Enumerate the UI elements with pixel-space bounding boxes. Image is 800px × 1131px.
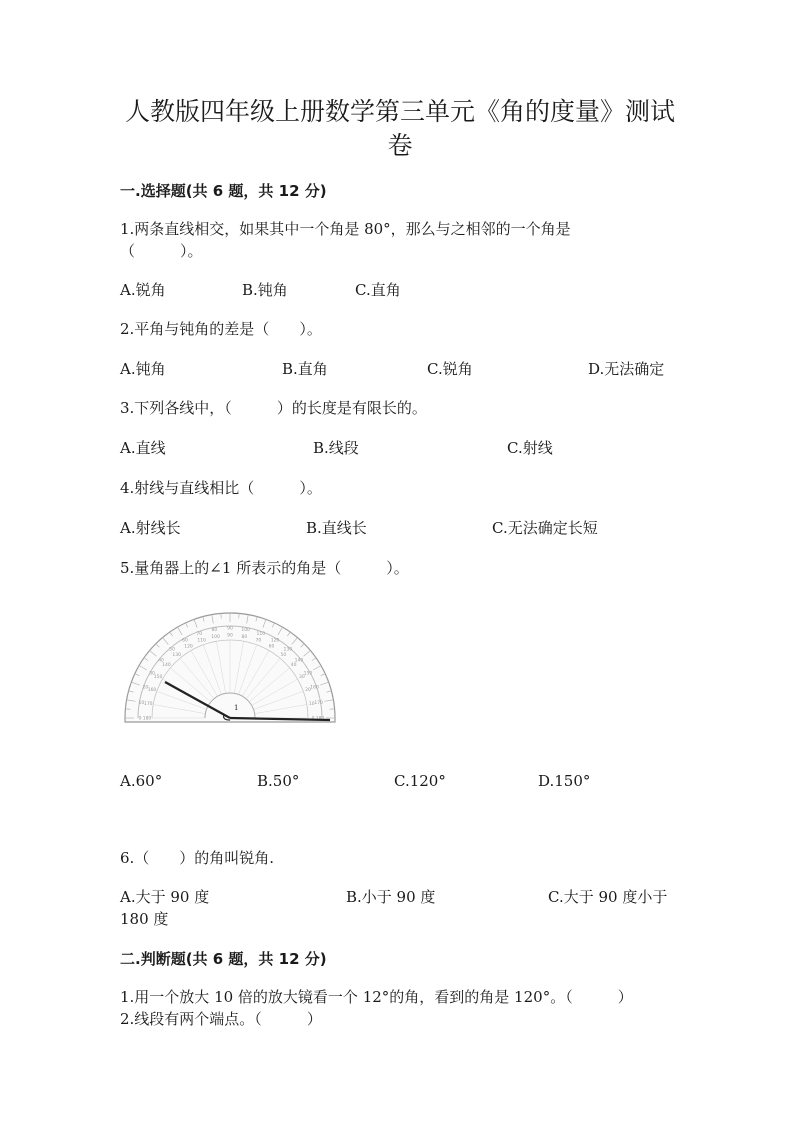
judge-question-2: 2.线段有两个端点。（ ） xyxy=(120,1010,322,1028)
protractor-inner-number: 30 xyxy=(299,675,305,680)
q6-option-c: C.大于 90 度小于 xyxy=(548,888,668,906)
protractor-inner-number: 180 xyxy=(142,716,152,722)
protractor-outer-number: 30 xyxy=(149,671,155,677)
q6-option-b: B.小于 90 度 xyxy=(346,888,436,906)
protractor-outer-number: 150 xyxy=(303,671,313,677)
question-1 xyxy=(120,218,690,262)
protractor-outer-number: 100 xyxy=(241,627,250,633)
q3-option-a: A.直线 xyxy=(120,439,166,457)
q2-option-a: A.钝角 xyxy=(120,360,166,378)
protractor-outer-number: 70 xyxy=(196,631,203,637)
q4-option-c: C.无法确定长短 xyxy=(492,519,598,537)
protractor-outer-number: 160 xyxy=(310,685,319,691)
question-4: 4.射线与直线相比（ ）。 xyxy=(120,479,322,497)
protractor-outer-number: 0 xyxy=(138,716,142,722)
protractor-inner-number: 170 xyxy=(143,702,153,708)
page-title xyxy=(100,95,700,163)
q2-option-d: D.无法确定 xyxy=(588,360,665,378)
q4-option-b: B.直线长 xyxy=(306,519,367,537)
protractor-outer-number: 80 xyxy=(211,627,218,633)
protractor-inner-number: 40 xyxy=(290,663,297,669)
q3-option-b: B.线段 xyxy=(313,439,359,457)
protractor-outer-number: 170 xyxy=(314,700,323,706)
q6-option-a: A.大于 90 度 xyxy=(120,888,210,906)
protractor-outer-number: 130 xyxy=(283,647,293,653)
protractor-inner-number: 160 xyxy=(147,688,157,694)
q5-option-a: A.60° xyxy=(120,772,163,790)
protractor-inner-number: 10 xyxy=(308,702,315,708)
q2-option-c: C.锐角 xyxy=(427,360,473,378)
q5-option-d: D.150° xyxy=(538,772,591,790)
section-heading-choice: 一.选择题(共 6 题，共 12 分) xyxy=(120,182,327,200)
protractor-inner-number: 130 xyxy=(172,652,181,658)
title-line-1: 人教版四年级上册数学第三单元《角的度量》测试 xyxy=(124,97,675,126)
question-2: 2.平角与钝角的差是（ ）。 xyxy=(120,320,322,338)
question-6: 6.（ ）的角叫锐角. xyxy=(120,849,275,867)
judge-question-1: 1.用一个放大 10 倍的放大镜看一个 12°的角，看到的角是 120°。（ ） xyxy=(120,988,633,1006)
protractor-inner-number: 90 xyxy=(227,633,233,639)
title-line-2: 卷 xyxy=(387,131,413,160)
q6-option-c-continued: 180 度 xyxy=(120,910,169,928)
protractor-inner-number: 20 xyxy=(305,688,311,694)
protractor-outer-number: 120 xyxy=(270,638,280,644)
question-3: 3.下列各线中，（ ）的长度是有限长的。 xyxy=(120,399,427,417)
q1-option-c: C.直角 xyxy=(355,281,401,299)
question-5: 5.量角器上的∠1 所表示的角是（ ）。 xyxy=(120,559,409,577)
q2-option-b: B.直角 xyxy=(282,360,328,378)
q5-option-c: C.120° xyxy=(394,772,446,790)
q5-option-b: B.50° xyxy=(257,772,300,790)
protractor-outer-number: 90 xyxy=(227,626,233,632)
protractor-inner-number: 110 xyxy=(197,638,206,644)
angle-label: 1 xyxy=(234,704,239,712)
q3-option-c: C.射线 xyxy=(507,439,553,457)
protractor-outer-number: 20 xyxy=(142,685,149,691)
question-1-line-1: 1.两条直线相交，如果其中一个角是 80°，那么与之相邻的一个角是 xyxy=(120,220,571,238)
protractor-inner-number: 140 xyxy=(162,663,171,669)
protractor-outer-number: 40 xyxy=(158,658,164,664)
protractor-inner-number: 80 xyxy=(241,634,248,640)
protractor-inner-number: 50 xyxy=(280,652,287,658)
q1-option-b: B.钝角 xyxy=(242,281,288,299)
protractor-inner-number: 70 xyxy=(255,638,262,644)
protractor-inner-number: 60 xyxy=(268,644,275,650)
protractor-outer-number: 60 xyxy=(182,638,188,644)
protractor-outer-number: 50 xyxy=(169,647,176,653)
protractor-inner-number: 100 xyxy=(211,634,220,640)
protractor-inner-number: 150 xyxy=(153,675,163,680)
protractor-inner-number: 120 xyxy=(184,644,193,650)
protractor-outer-number: 140 xyxy=(294,658,304,664)
protractor-outer-number: 110 xyxy=(256,631,266,637)
section-heading-judge: 二.判断题(共 6 题，共 12 分) xyxy=(120,950,327,968)
protractor-figure xyxy=(120,610,340,730)
question-1-line-2: （ ）。 xyxy=(120,242,203,260)
protractor-outer-number: 10 xyxy=(138,700,145,706)
q1-option-a: A.锐角 xyxy=(120,281,166,299)
q4-option-a: A.射线长 xyxy=(120,519,181,537)
